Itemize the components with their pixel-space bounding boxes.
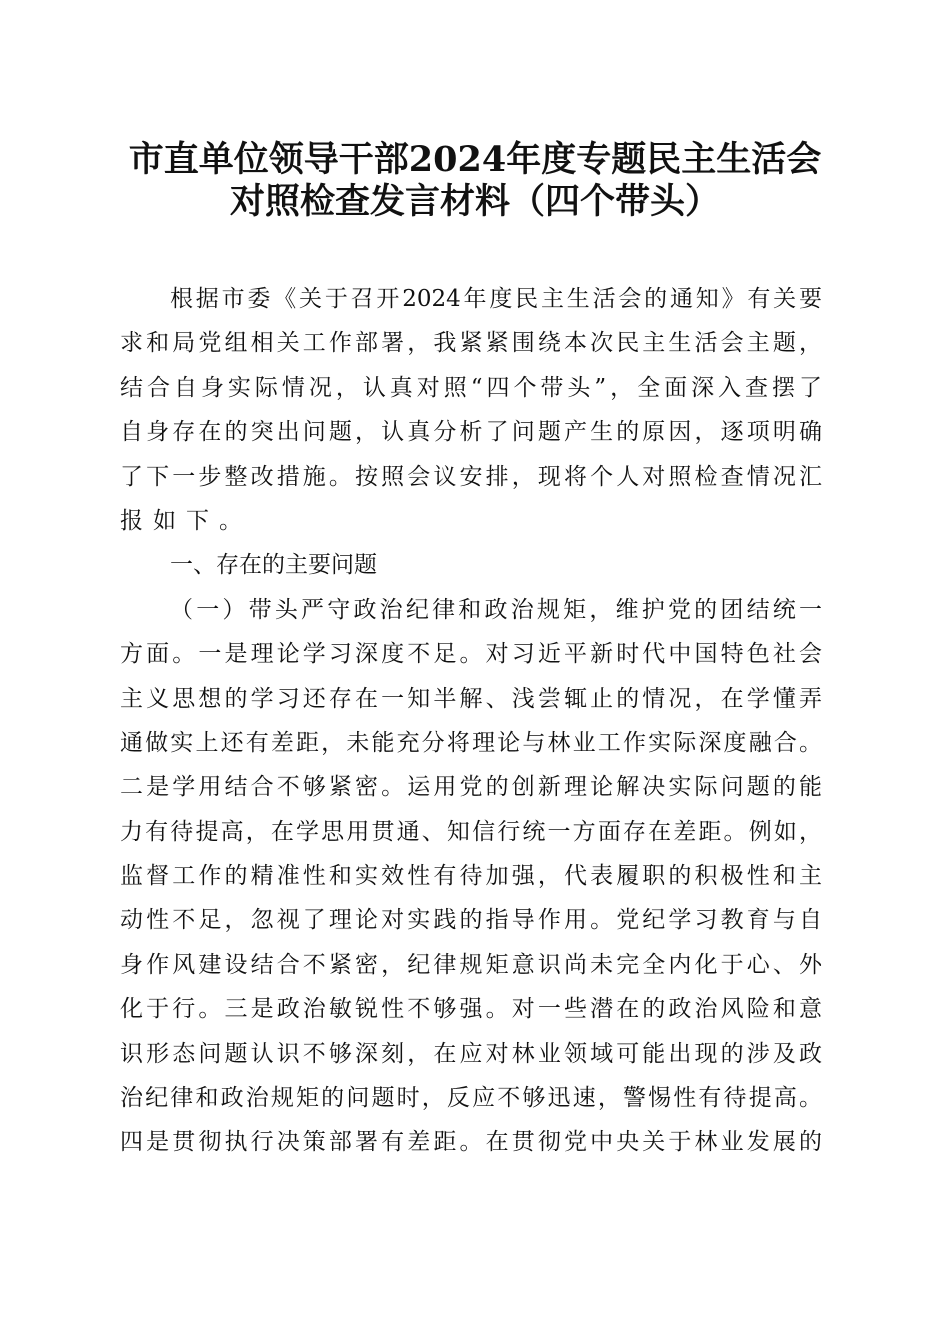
section-line: 方面。一是理论学习深度不足。对习近平新时代中国特色社会 — [120, 641, 822, 668]
intro-line: 求和局党组相关工作部署，我紧紧围绕本次民主生活会主题， — [120, 330, 822, 357]
section-line: 化于行。三是政治敏锐性不够强。对一些潜在的政治风险和意 — [120, 996, 822, 1023]
intro-line: 自身存在的突出问题，认真分析了问题产生的原因，逐项明确 — [120, 419, 822, 446]
document-body — [120, 277, 822, 1165]
section-line: 治纪律和政治规矩的问题时，反应不够迅速，警惕性有待提高。 — [120, 1085, 822, 1112]
intro-line: 根据市委《关于召开2024年度民主生活会的通知》有关要 — [170, 286, 822, 312]
section-line: 四是贯彻执行决策部署有差距。在贯彻党中央关于林业发展的 — [120, 1129, 822, 1156]
section-line: 主义思想的学习还存在一知半解、浅尝辄止的情况，在学懂弄 — [120, 685, 822, 712]
section-line: 识形态问题认识不够深刻，在应对林业领域可能出现的涉及政 — [120, 1040, 822, 1067]
section-line: 二是学用结合不够紧密。运用党的创新理论解决实际问题的能 — [120, 774, 822, 801]
section-line: 动性不足，忽视了理论对实践的指导作用。党纪学习教育与自 — [120, 907, 822, 934]
section-line: 力有待提高，在学思用贯通、知信行统一方面存在差距。例如， — [120, 818, 822, 845]
document-title-line-1: 市直单位领导干部2024年度专题民主生活会 — [128, 139, 822, 180]
section-line: 通做实上还有差距，未能充分将理论与林业工作实际深度融合。 — [120, 729, 822, 756]
intro-line: 了下一步整改措施。按照会议安排，现将个人对照检查情况汇 — [120, 463, 822, 490]
section-line: （一）带头严守政治纪律和政治规矩，维护党的团结统一 — [170, 596, 822, 623]
document-title-line-2: 对照检查发言材料（四个带头） — [229, 181, 720, 222]
section-line: 身作风建设结合不紧密，纪律规矩意识尚未完全内化于心、外 — [120, 951, 822, 978]
section-heading: 一、存在的主要问题 — [170, 552, 377, 579]
section-line: 监督工作的精准性和实效性有待加强，代表履职的积极性和主 — [120, 863, 822, 890]
intro-line: 报如下。 — [120, 507, 252, 534]
intro-line: 结合自身实际情况，认真对照“四个带头”，全面深入查摆了 — [120, 374, 822, 401]
